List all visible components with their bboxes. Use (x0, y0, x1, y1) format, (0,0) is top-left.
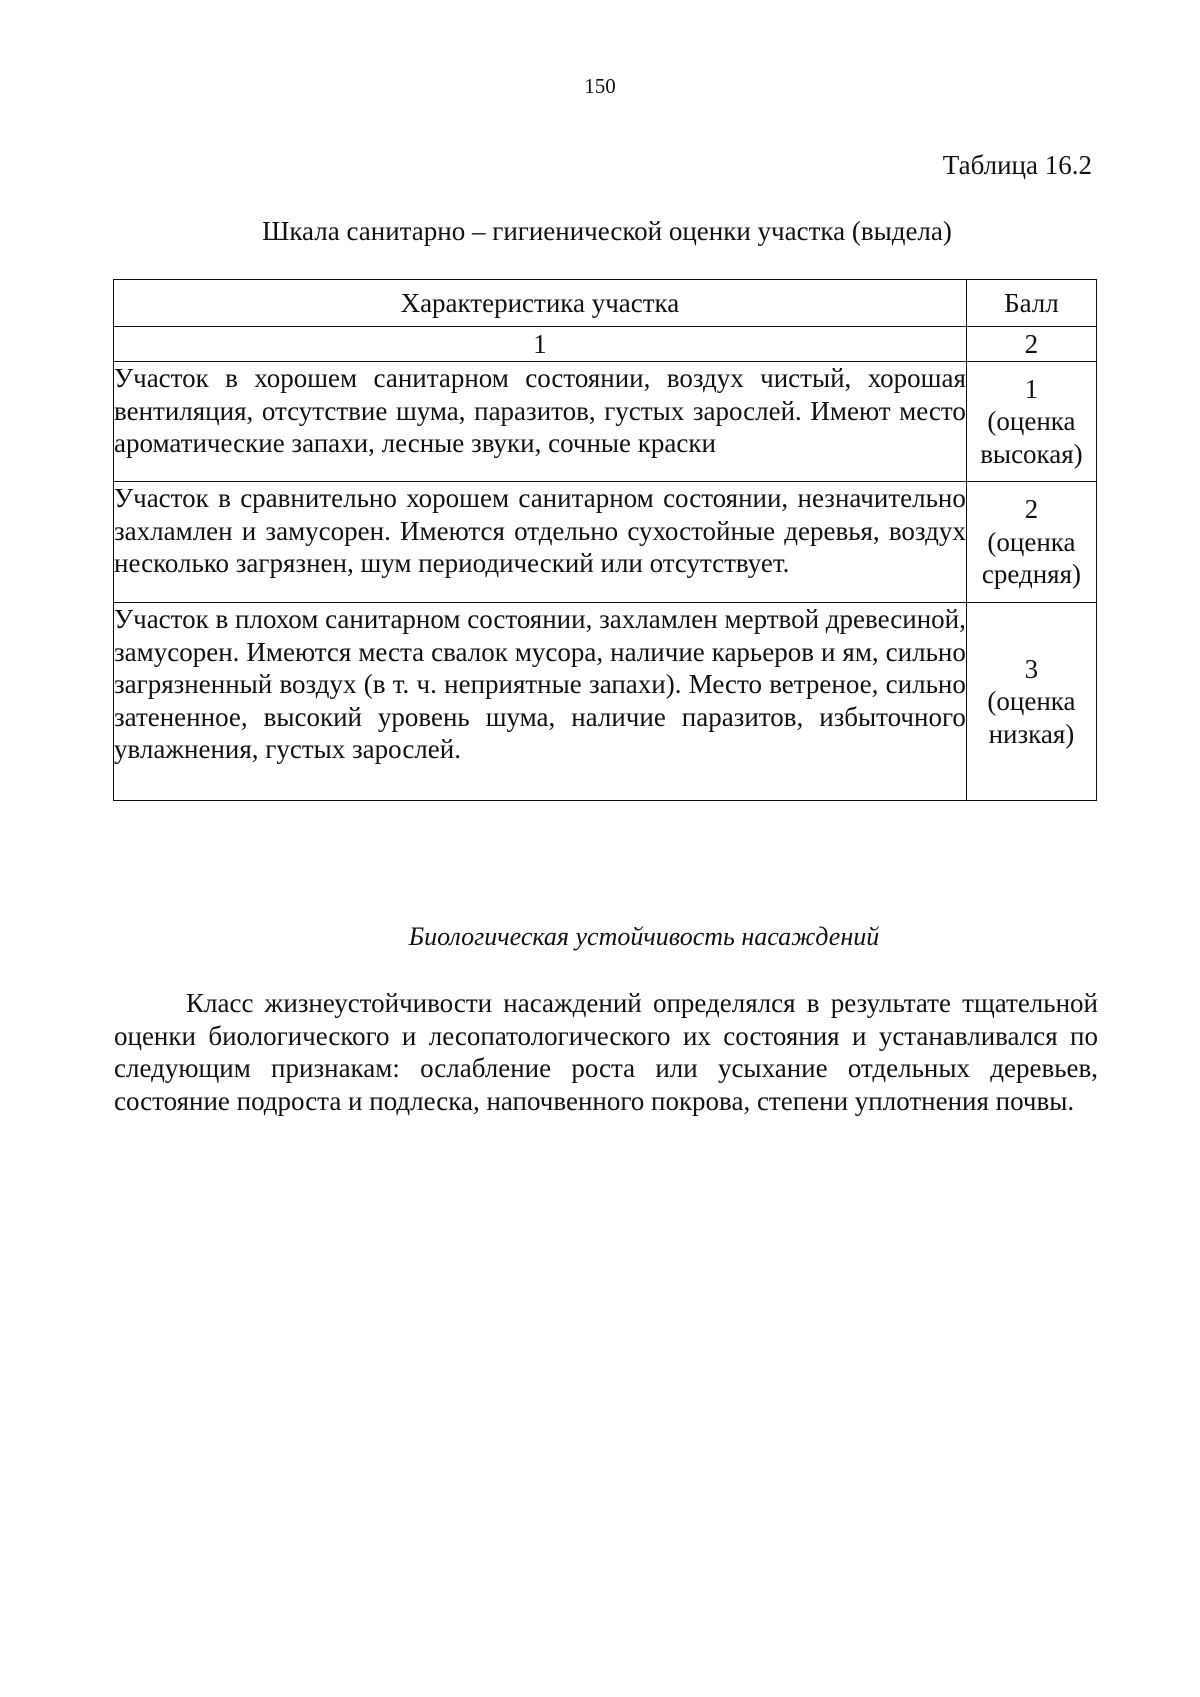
table-title: Шкала санитарно – гигиенической оценки участка (выдела) (262, 216, 952, 246)
score-label: высокая) (980, 438, 1083, 469)
table-row (114, 603, 1097, 801)
page-number: 150 (584, 74, 616, 98)
table-label: Таблица 16.2 (942, 150, 1092, 180)
table-header-row (114, 280, 1097, 327)
score-value: 3 (1024, 653, 1039, 684)
row-score-cell (966, 482, 1096, 603)
row-score-cell (966, 362, 1096, 482)
section-heading: Биологическая устойчивость насаждений (408, 922, 880, 951)
score-label: (оценка (987, 526, 1076, 557)
column-number-1: 1 (114, 327, 967, 362)
table-row (114, 482, 1097, 603)
row-description: Участок в плохом санитарном состоянии, захламлен мертвой древесиной, замусорен. Имеются места свалок мусора, наличие карьеров и ям, сильно загрязненный воздух (в т. ч. неприятные запахи). Место ветреное, сильно затененное, высокий уровень шума, наличие паразитов, избыточного увлажнения, густых зарослей. (114, 603, 967, 801)
score-value: 1 (1024, 373, 1039, 404)
score-label: (оценка (987, 406, 1076, 437)
column-number-row (114, 327, 1097, 362)
row-description: Участок в хорошем санитарном состоянии, воздух чистый, хорошая вентиляция, отсутствие шума, паразитов, густых зарослей. Имеют место ароматические запахи, лесные звуки, сочные краски (114, 362, 967, 482)
score-label: (оценка (987, 686, 1076, 717)
score-label: средняя) (981, 559, 1081, 590)
body-paragraph: Класс жизнеустойчивости насаждений определялся в результате тщательной оценки биологического и лесопатологического их состояния и устанавливался по следующим признакам: ослабление роста или усыхание отдельных деревьев, состояние подроста и подлеска, напочвенного покрова, степени уплотнения почвы. (114, 988, 1098, 1116)
row-score-cell (966, 603, 1096, 801)
header-characteristic: Характеристика участка (114, 280, 967, 327)
row-description: Участок в сравнительно хорошем санитарном состоянии, незначительно захламлен и замусорен. Имеются отдельно сухостойные деревья, воздух несколько загрязнен, шум периодический или отсутствует. (114, 482, 967, 603)
score-value: 2 (1024, 494, 1039, 525)
column-number-2: 2 (966, 327, 1096, 362)
score-label: низкая) (988, 718, 1075, 749)
header-score: Балл (966, 280, 1096, 327)
sanitary-assessment-table (113, 279, 1097, 801)
table-row (114, 362, 1097, 482)
